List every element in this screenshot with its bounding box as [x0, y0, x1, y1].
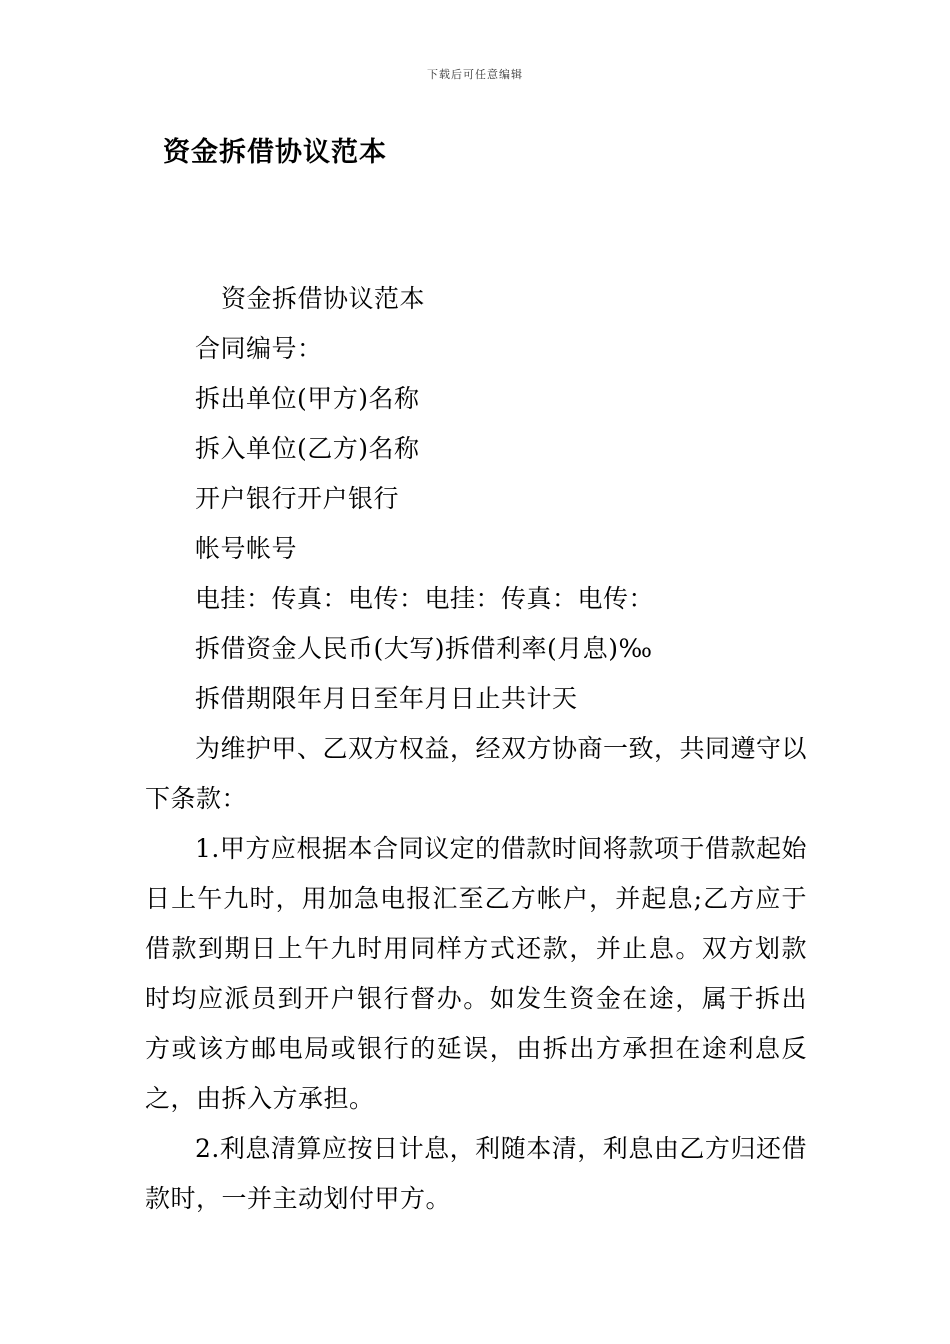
inner-title: 资金拆借协议范本: [221, 284, 426, 313]
document-body: [145, 274, 807, 1224]
header-note: 下载后可任意编辑: [427, 68, 523, 81]
paragraph-clause-1: 1.甲方应根据本合同议定的借款时间将款项于借款起始日上午九时，用加急电报汇至乙方帐户，并起息;乙方应于借款到期日上午九时用同样方式还款，并止息。双方划款时均应派员到开户银行督办。如发生资金在途，属于拆出方或该方邮电局或银行的延误，由拆出方承担在途利息反之，由拆入方承担。: [145, 834, 807, 1113]
paragraph-clause-2: 2.利息清算应按日计息，利随本清，利息由乙方归还借款时，一并主动划付甲方。: [145, 1134, 807, 1213]
document-title: 资金拆借协议范本: [163, 137, 387, 168]
field-contact: 电挂：传真：电传：电挂：传真：电传：: [195, 584, 655, 613]
field-term: 拆借期限年月日至年月日止共计天: [195, 684, 578, 713]
field-bank: 开户银行开户银行: [195, 484, 400, 513]
field-borrower-name: 拆入单位(乙方)名称: [195, 434, 420, 463]
field-amount-rate: 拆借资金人民币(大写)拆借利率(月息)‰: [195, 634, 653, 663]
field-contract-number: 合同编号：: [195, 334, 323, 363]
field-account: 帐号帐号: [195, 534, 298, 563]
paragraph-intro: 为维护甲、乙双方权益，经双方协商一致，共同遵守以下条款：: [145, 734, 808, 813]
field-lender-name: 拆出单位(甲方)名称: [195, 384, 420, 413]
